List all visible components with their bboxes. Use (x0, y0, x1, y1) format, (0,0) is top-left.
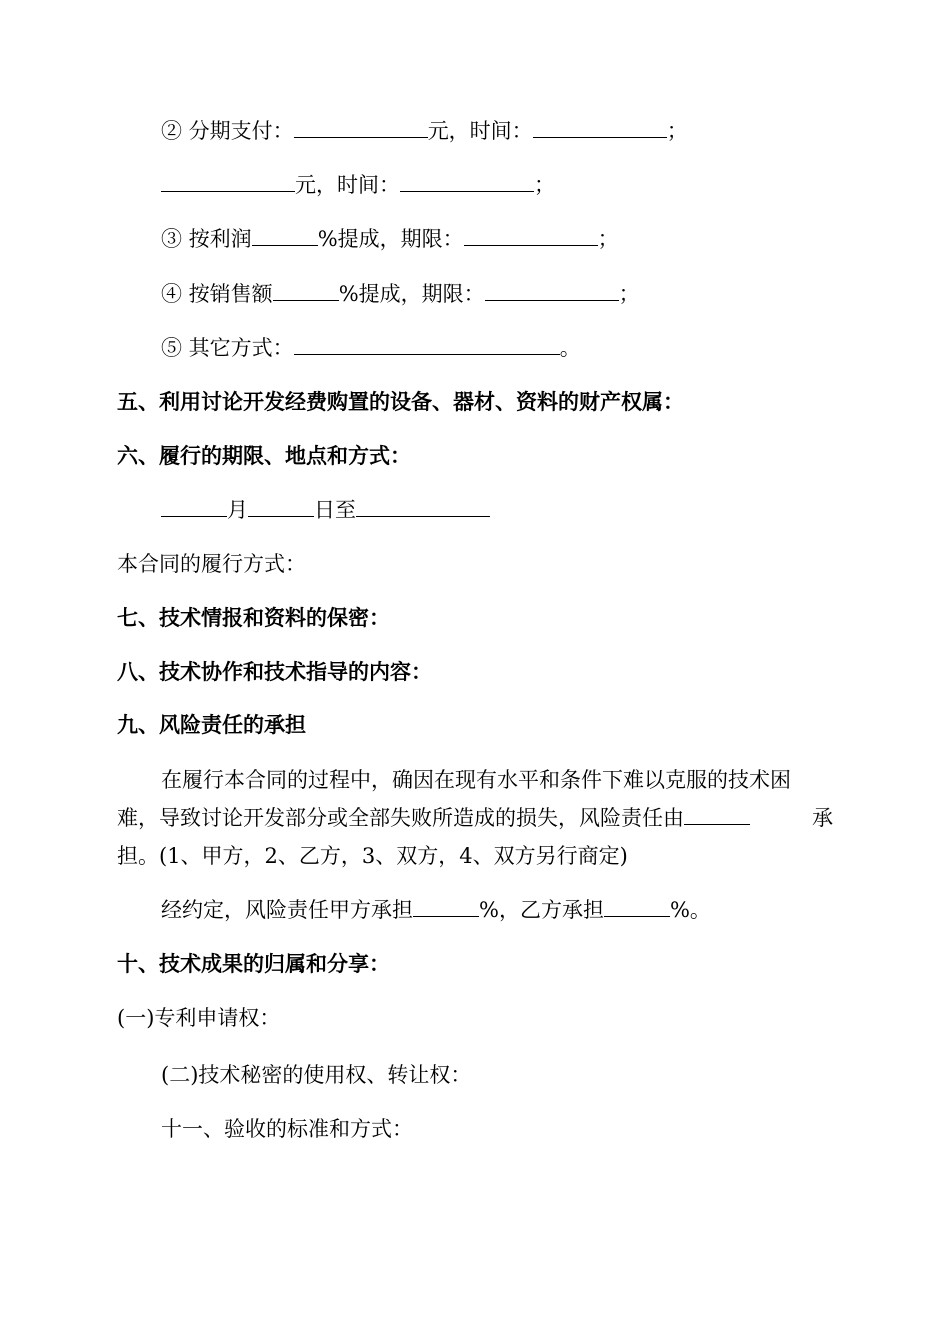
section-6-heading: 六、履行的期限、地点和方式： (117, 443, 411, 468)
sales-share-line (161, 279, 640, 309)
month-blank[interactable] (161, 498, 227, 517)
risk-ratio-line (161, 895, 711, 925)
risk-paragraph-line-2 (117, 803, 833, 833)
period-mark: 。 (559, 336, 581, 360)
party-b-percent-blank[interactable] (604, 898, 670, 917)
risk-bearer-blank[interactable] (684, 806, 750, 825)
term-line (161, 495, 490, 525)
amount-blank[interactable] (294, 119, 428, 138)
installment-label: ② 分期支付： (161, 119, 294, 143)
time-blank[interactable] (400, 173, 534, 192)
sales-label: ④ 按销售额 (161, 282, 273, 306)
party-a-share-label: 经约定，风险责任甲方承担 (161, 898, 413, 922)
profit-share-line (161, 224, 619, 254)
risk-paragraph-line-1: 在履行本合同的过程中，确因在现有水平和条件下难以克服的技术困 (161, 768, 791, 792)
profit-label: ③ 按利润 (161, 227, 252, 251)
section-11-heading: 十一、验收的标准和方式： (161, 1117, 413, 1141)
risk-paragraph-line-3: 担。(1、甲方，2、乙方，3、双方，4、双方另行商定) (117, 844, 628, 868)
section-10-heading: 十、技术成果的归属和分享： (117, 951, 390, 976)
semicolon: ； (618, 282, 640, 306)
other-label: ⑤ 其它方式： (161, 336, 294, 360)
semicolon: ； (666, 119, 688, 143)
installment-payment-line-2 (161, 170, 555, 200)
percent-end: %。 (669, 898, 711, 922)
patent-right-item: (一)专利申请权： (117, 1006, 281, 1030)
month-label: 月 (227, 498, 248, 522)
party-b-share-label: %，乙方承担 (479, 898, 604, 922)
percent-blank[interactable] (273, 282, 339, 301)
percent-blank[interactable] (252, 227, 318, 246)
yuan-time-label: 元，时间： (427, 119, 533, 143)
percent-extract-label: %提成，期限： (338, 282, 485, 306)
section-5-heading: 五、利用讨论开发经费购置的设备、器材、资料的财产权属： (117, 389, 684, 414)
time-blank[interactable] (533, 119, 667, 138)
other-method-blank[interactable] (294, 336, 560, 355)
section-8-heading: 八、技术协作和技术指导的内容： (117, 659, 432, 684)
other-method-line (161, 333, 581, 363)
party-a-percent-blank[interactable] (413, 898, 479, 917)
amount-blank[interactable] (161, 173, 295, 192)
day-blank[interactable] (248, 498, 314, 517)
risk-text: 难，导致讨论开发部分或全部失败所造成的损失，风险责任由 (117, 806, 684, 830)
period-blank[interactable] (485, 282, 619, 301)
installment-payment-line-1 (161, 116, 688, 146)
section-9-heading: 九、风险责任的承担 (117, 712, 306, 737)
percent-extract-label: %提成，期限： (317, 227, 464, 251)
risk-text-end: 承 (812, 806, 833, 830)
semicolon: ； (534, 173, 555, 197)
end-date-blank[interactable] (356, 498, 490, 517)
section-7-heading: 七、技术情报和资料的保密： (117, 605, 390, 630)
semicolon: ； (597, 227, 619, 251)
performance-method: 本合同的履行方式： (117, 552, 306, 576)
day-to-label: 日至 (314, 498, 356, 522)
period-blank[interactable] (464, 227, 598, 246)
yuan-time-label: 元，时间： (295, 173, 400, 197)
secret-right-item: (二)技术秘密的使用权、转让权： (161, 1063, 472, 1087)
